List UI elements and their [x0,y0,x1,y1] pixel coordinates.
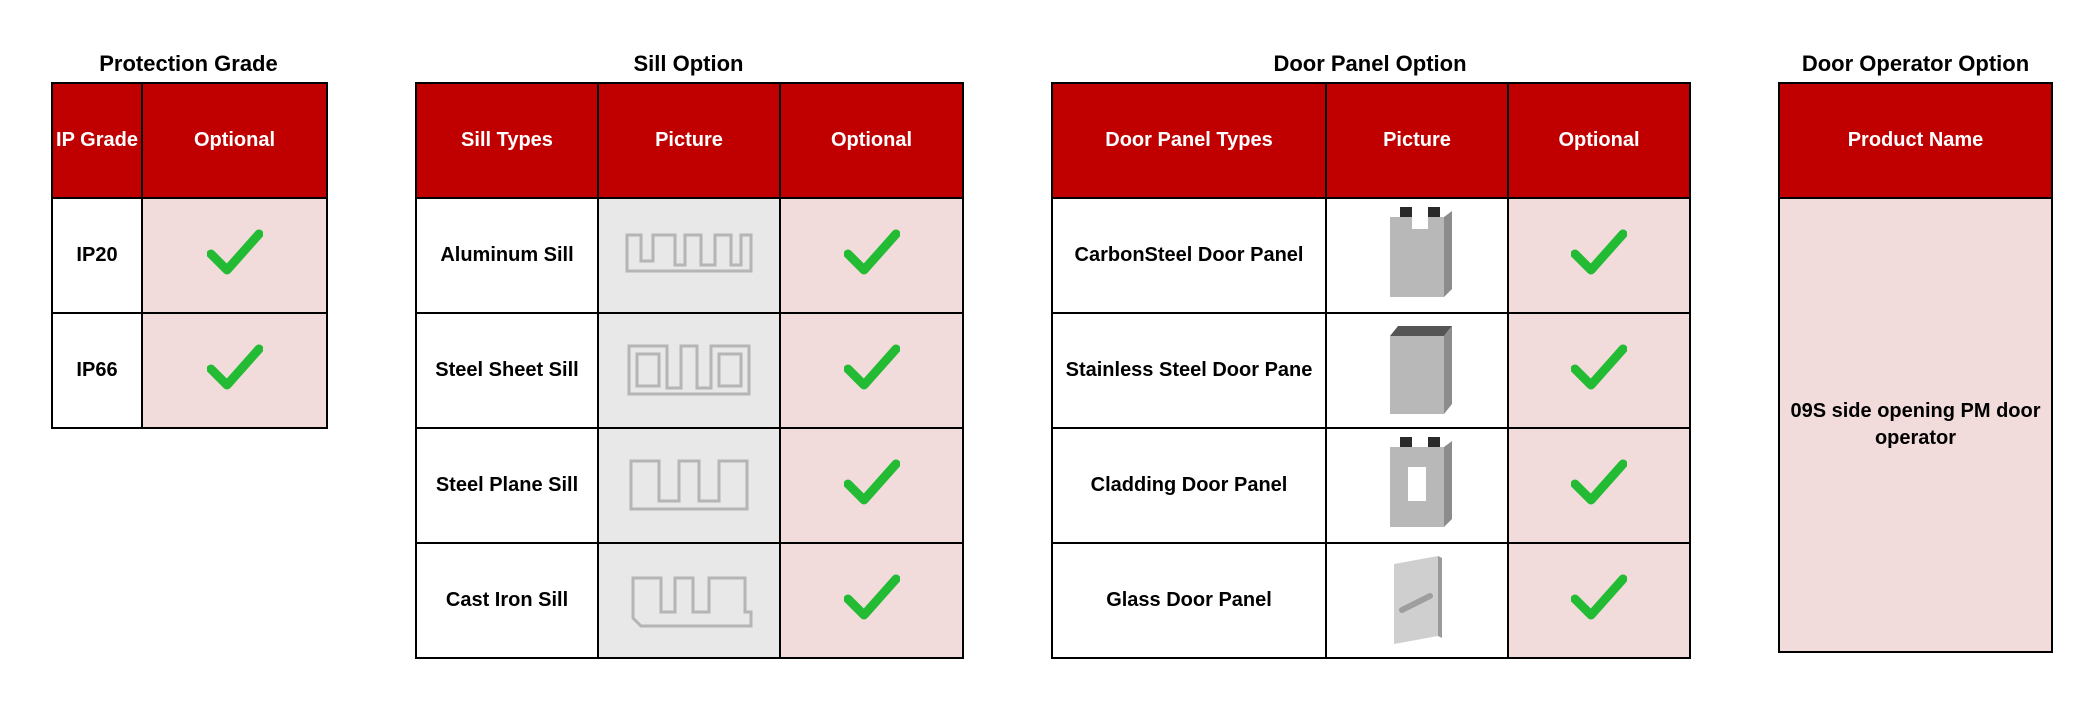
check-icon [1571,458,1627,508]
picture-cell [598,198,780,313]
check-icon [1571,228,1627,278]
check-icon [207,228,263,278]
door-panel-option-section [1051,50,1689,659]
table-header-row [52,83,327,198]
check-icon [1571,343,1627,393]
table-header-row [1779,83,2052,198]
check-icon [844,573,900,623]
picture-cell [598,313,780,428]
table-row [52,198,327,313]
door-panel-type-cell: Glass Door Panel [1052,543,1326,658]
header-product-name: Product Name [1779,83,2052,198]
optional-cell [780,313,963,428]
steel-sheet-sill-profile-icon [619,326,759,410]
picture-cell [1326,543,1508,658]
stainless-steel-panel-icon [1372,318,1462,418]
header-door-panel-types: Door Panel Types [1052,83,1326,198]
picture-cell [1326,198,1508,313]
picture-cell [598,543,780,658]
door-operator-option-section [1778,50,2053,653]
check-icon [844,228,900,278]
header-optional: Optional [1508,83,1690,198]
picture-cell [1326,428,1508,543]
table-row [1779,198,2052,652]
product-name-cell: 09S side opening PM door operator [1779,198,2052,652]
optional-cell [780,428,963,543]
optional-cell [142,313,327,428]
door-operator-option-table [1778,82,2053,653]
aluminum-sill-profile-icon [619,211,759,295]
sill-option-table [415,82,964,659]
header-picture: Picture [1326,83,1508,198]
header-ip-grade: IP Grade [52,83,142,198]
sill-type-cell: Steel Sheet Sill [416,313,598,428]
cladding-panel-icon [1372,433,1462,533]
ip-grade-cell: IP20 [52,198,142,313]
protection-grade-table [51,82,328,429]
picture-cell [598,428,780,543]
table-header-row [416,83,963,198]
table-header-row [1052,83,1690,198]
table-row [416,428,963,543]
table-row [416,198,963,313]
table-row [1052,198,1690,313]
table-row [1052,313,1690,428]
table-row [416,543,963,658]
optional-cell [142,198,327,313]
header-picture: Picture [598,83,780,198]
check-icon [844,458,900,508]
sill-type-cell: Cast Iron Sill [416,543,598,658]
optional-cell [1508,313,1690,428]
carbon-steel-panel-icon [1372,203,1462,303]
door-panel-type-cell: CarbonSteel Door Panel [1052,198,1326,313]
door-panel-option-table [1051,82,1691,659]
header-optional: Optional [780,83,963,198]
table-row [1052,543,1690,658]
optional-cell [780,543,963,658]
check-icon [1571,573,1627,623]
protection-grade-section [51,50,326,429]
check-icon [207,343,263,393]
door-operator-option-title: Door Operator Option [1801,51,2030,76]
table-row [1052,428,1690,543]
ip-grade-cell: IP66 [52,313,142,428]
optional-cell [1508,543,1690,658]
optional-cell [780,198,963,313]
optional-cell [1508,428,1690,543]
table-row [416,313,963,428]
optional-cell [1508,198,1690,313]
header-sill-types: Sill Types [416,83,598,198]
sill-type-cell: Aluminum Sill [416,198,598,313]
sill-type-cell: Steel Plane Sill [416,428,598,543]
header-optional: Optional [142,83,327,198]
table-row [52,313,327,428]
door-panel-option-title: Door Panel Option [1273,51,1467,76]
picture-cell [1326,313,1508,428]
door-panel-type-cell: Stainless Steel Door Pane [1052,313,1326,428]
glass-panel-icon [1372,548,1462,648]
check-icon [844,343,900,393]
cast-iron-sill-profile-icon [619,556,759,640]
steel-plane-sill-profile-icon [619,441,759,525]
sill-option-section [415,50,962,659]
sill-option-title: Sill Option [633,51,744,76]
door-panel-type-cell: Cladding Door Panel [1052,428,1326,543]
protection-grade-title: Protection Grade [99,51,278,76]
